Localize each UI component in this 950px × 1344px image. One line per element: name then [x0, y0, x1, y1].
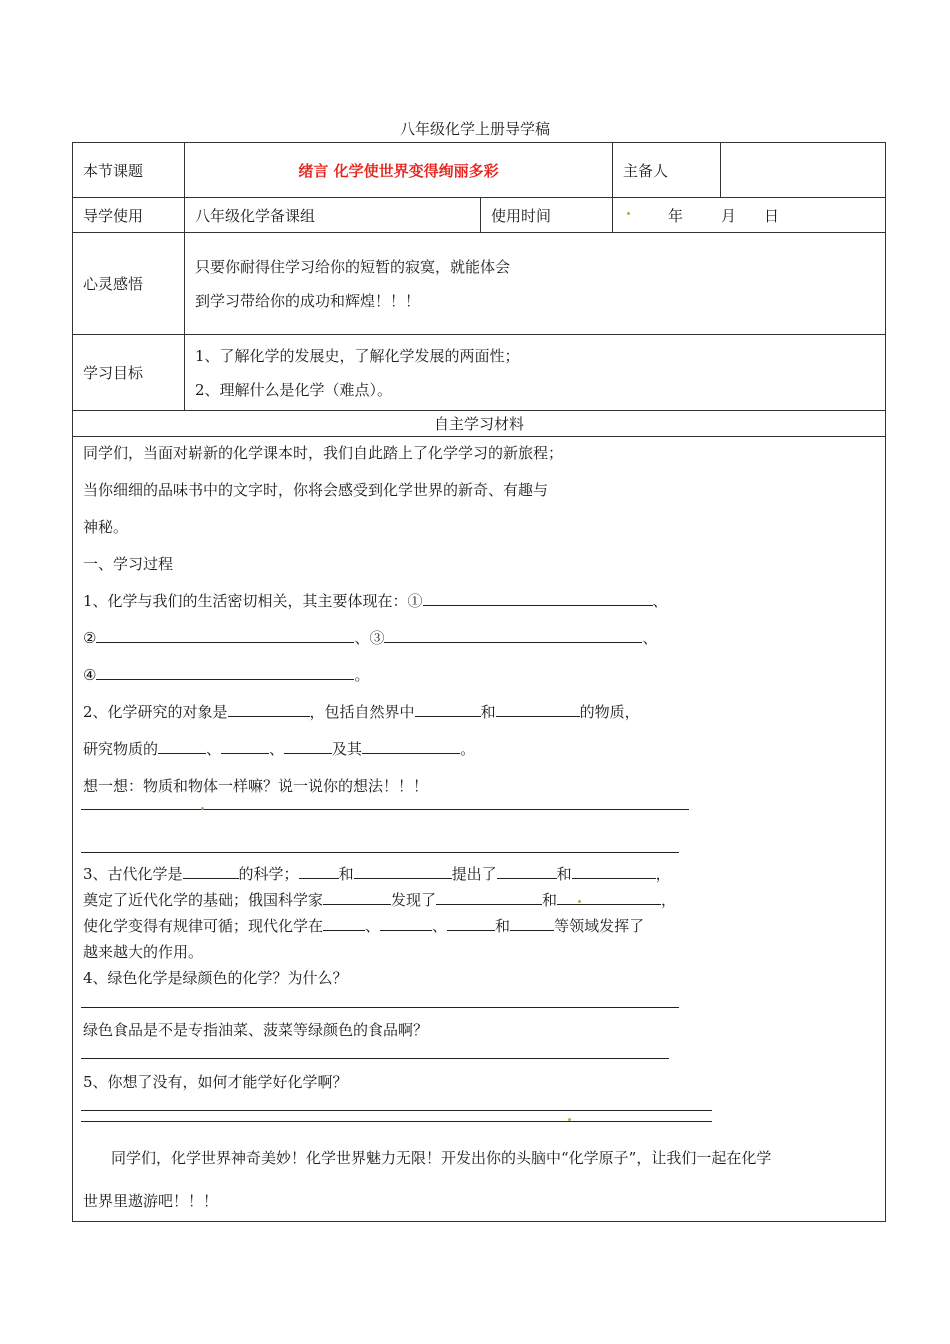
goals-label: 学习目标 [73, 335, 185, 411]
q3-text-j: 和 [495, 917, 511, 935]
usage-value: 八年级化学备课组 [185, 198, 481, 233]
answer-line-q4-1[interactable] [81, 1007, 679, 1008]
date-day: 日 [764, 206, 780, 225]
blank-3-4[interactable] [497, 864, 557, 879]
material-body [73, 437, 886, 1222]
q2-text-b: ，包括自然界中 [309, 703, 415, 721]
blank-3-12[interactable] [510, 916, 554, 931]
question-3: 3、古代化学是 的科学； 和 提出了 和 ， [83, 865, 671, 883]
motto-line-2: 到学习带给你的成功和辉煌！！！ [195, 291, 421, 310]
closing-line-1: 同学们，化学世界神奇美妙！化学世界魅力无限！开发出你的头脑中“化学原子”，让我们一起在化学 [111, 1149, 772, 1167]
blank-1-1[interactable] [423, 591, 653, 606]
question-3-line-3: 使化学变得有规律可循；现代化学在 、 、 和 等领域发挥了 [83, 917, 645, 935]
question-4: 4、绿色化学是绿颜色的化学？为什么？ [83, 969, 348, 987]
goal-item-1: 1、了解化学的发展史，了解化学发展的两面性； [195, 346, 520, 365]
q2-text-d: 的物质， [579, 703, 640, 721]
answer-line-think-2[interactable] [81, 852, 679, 853]
blank-3-2[interactable] [299, 864, 339, 879]
topic-title: 绪言 化学使世界变得绚丽多彩 [185, 143, 613, 198]
closing-line-2: 世界里遨游吧！！！ [83, 1192, 219, 1210]
stray-mark [201, 807, 204, 810]
question-5: 5、你想了没有，如何才能学好化学啊？ [83, 1073, 348, 1091]
answer-line-q5-2[interactable] [81, 1121, 712, 1122]
date-year: 年 [668, 206, 684, 225]
intro-line-2: 当你细细的品味书中的文字时，你将会感受到化学世界的新奇、有趣与 [83, 481, 549, 499]
stray-mark [568, 1118, 571, 1121]
lesson-table [72, 142, 886, 1222]
question-2-line-2: 研究物质的 、 、 及其 。 [83, 740, 476, 758]
q3-text-d: 提出了 [451, 865, 497, 883]
question-3-line-4: 越来越大的作用。 [83, 943, 204, 961]
question-1-line-2: ② 、③ 、 [83, 629, 658, 647]
intro-line-1: 同学们，当面对崭新的化学课本时，我们自此踏上了化学学习的新旅程； [83, 444, 564, 462]
topic-label: 本节课题 [73, 143, 185, 198]
blank-3-1[interactable] [183, 864, 239, 879]
q3-text-b: 的科学； [238, 865, 299, 883]
preparer-label: 主备人 [613, 143, 721, 198]
blank-2-1[interactable] [228, 702, 310, 717]
goals-text [185, 335, 886, 411]
q2-text-c: 和 [480, 703, 496, 721]
blank-2-5[interactable] [221, 739, 269, 754]
q1-circle-2: ② [83, 629, 97, 647]
question-3-line-2: 奠定了近代化学的基础；俄国科学家 发现了 和 ， [83, 891, 677, 909]
stray-mark [578, 900, 581, 903]
blank-1-2[interactable] [96, 628, 354, 643]
q3-text-h: 和 [542, 891, 558, 909]
q2-text-e: 研究物质的 [83, 740, 159, 758]
q2-text-a: 2、化学研究的对象是 [83, 703, 228, 721]
material-heading: 自主学习材料 [73, 411, 886, 437]
material-row [73, 437, 886, 1222]
q3-text-e: 和 [556, 865, 572, 883]
blank-3-10[interactable] [380, 916, 432, 931]
q3-text-f: 奠定了近代化学的基础；俄国科学家 [83, 891, 324, 909]
blank-3-11[interactable] [447, 916, 495, 931]
motto-line-1: 只要你耐得住学习给你的短暂的寂寞，就能体会 [195, 257, 511, 276]
goals-row [73, 335, 886, 411]
q2-text-f: 及其 [332, 740, 363, 758]
date-cell [613, 198, 886, 233]
blank-3-9[interactable] [323, 916, 365, 931]
question-1-text: 1、化学与我们的生活密切相关，其主要体现在：① [83, 592, 423, 610]
answer-line-q4-2[interactable] [81, 1058, 669, 1059]
blank-3-7[interactable] [436, 890, 542, 905]
blank-3-8[interactable] [557, 890, 661, 905]
q3-text-i: 使化学变得有规律可循；现代化学在 [83, 917, 324, 935]
q3-text-k: 等领域发挥了 [554, 917, 645, 935]
q1-circle-4: ④ [83, 666, 97, 684]
blank-3-5[interactable] [572, 864, 656, 879]
question-1: 1、化学与我们的生活密切相关，其主要体现在：① 、 [83, 592, 668, 610]
stray-mark [627, 212, 630, 215]
motto-text [185, 233, 886, 335]
intro-line-3: 神秘。 [83, 518, 129, 536]
motto-label: 心灵感悟 [73, 233, 185, 335]
time-label: 使用时间 [481, 198, 613, 233]
question-4b: 绿色食品是不是专指油菜、菠菜等绿颜色的食品啊？ [83, 1021, 429, 1039]
blank-3-6[interactable] [323, 890, 391, 905]
blank-3-3[interactable] [354, 864, 452, 879]
question-1-line-3: ④ 。 [83, 666, 370, 684]
answer-line-q5-1[interactable] [81, 1110, 712, 1111]
topic-row [73, 143, 886, 198]
blank-2-4[interactable] [158, 739, 206, 754]
blank-2-3[interactable] [496, 702, 580, 717]
blank-2-6[interactable] [284, 739, 332, 754]
question-2 [83, 701, 640, 722]
date-month: 月 [721, 206, 737, 225]
think-prompt: 想一想：物质和物体一样嘛？说一说你的想法！！！ [83, 777, 429, 795]
motto-row [73, 233, 886, 335]
q3-text-c: 和 [338, 865, 354, 883]
goal-item-2: 2、理解什么是化学（难点）。 [195, 380, 393, 399]
process-heading: 一、学习过程 [83, 555, 174, 573]
usage-label: 导学使用 [73, 198, 185, 233]
q3-text-g: 发现了 [391, 891, 437, 909]
usage-row [73, 198, 886, 233]
material-heading-row [73, 411, 886, 437]
answer-line-think-1[interactable] [81, 809, 689, 810]
q1-circle-3: 、③ [354, 629, 385, 647]
blank-2-2[interactable] [415, 702, 481, 717]
q3-text-a: 3、古代化学是 [83, 865, 183, 883]
document-title: 八年级化学上册导学稿 [399, 120, 550, 138]
blank-1-3[interactable] [384, 628, 642, 643]
blank-1-4[interactable] [96, 665, 354, 680]
blank-2-7[interactable] [362, 739, 460, 754]
preparer-value [721, 143, 886, 198]
